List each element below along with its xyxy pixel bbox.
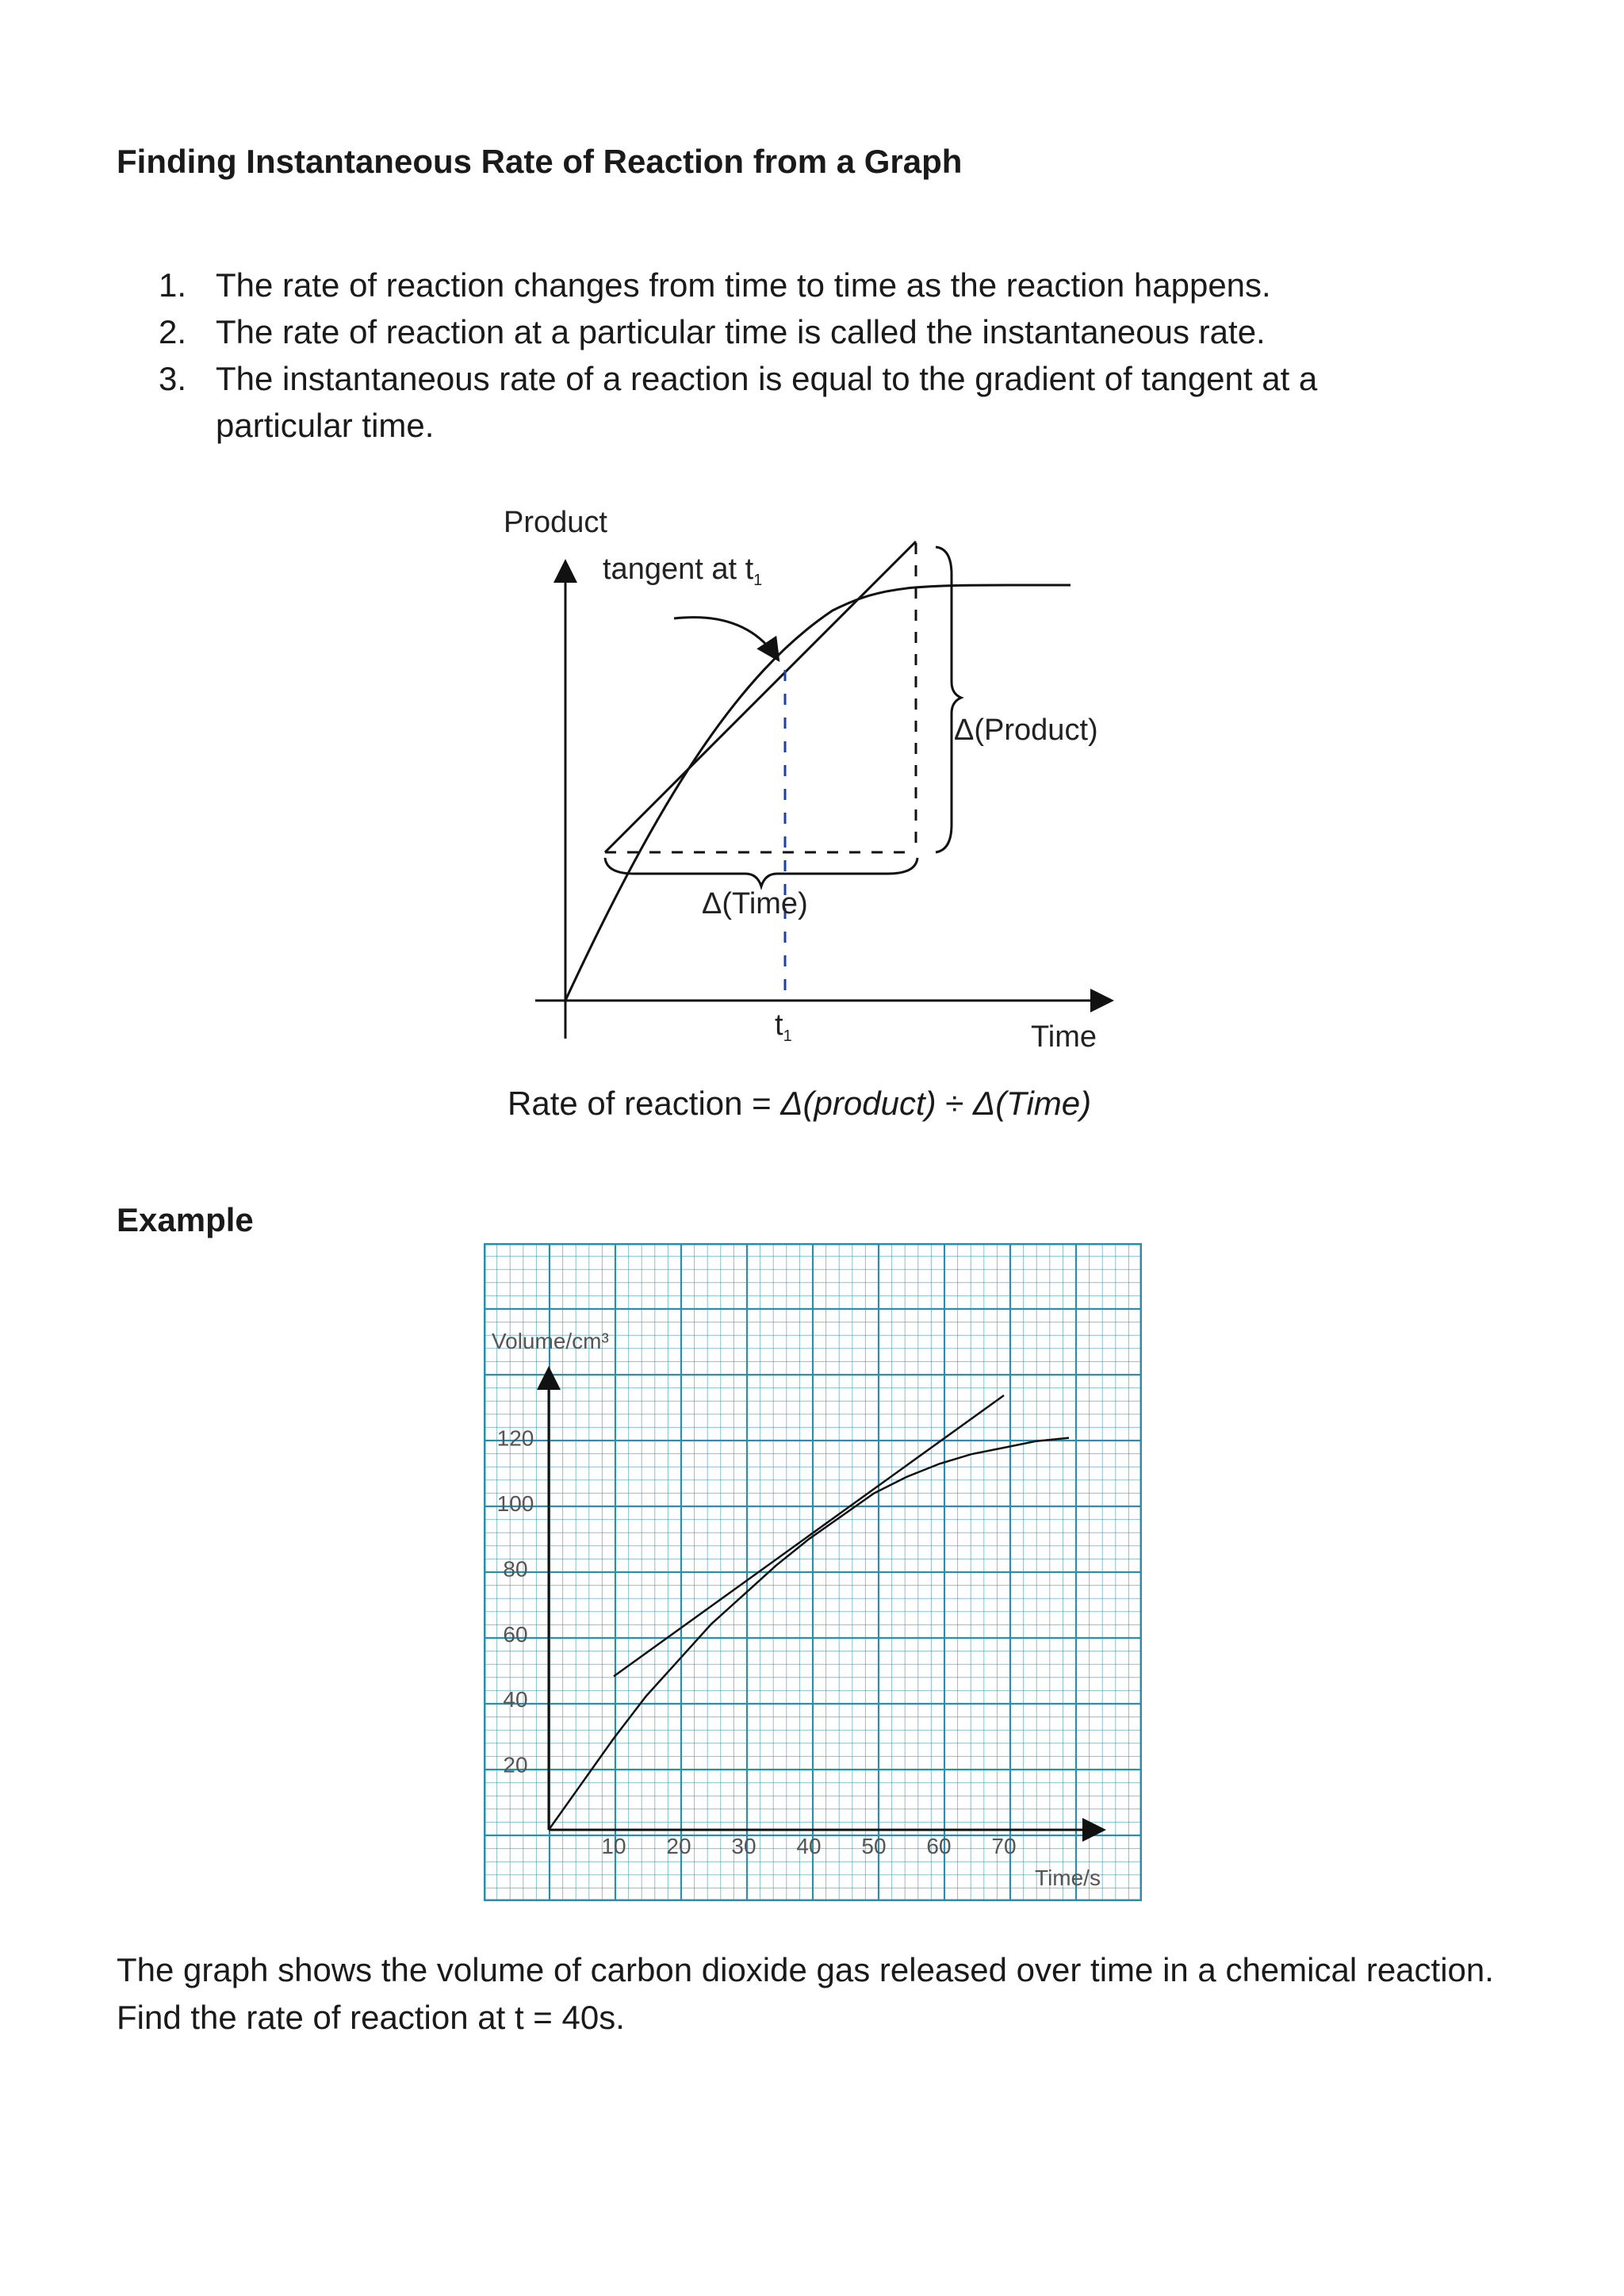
- y-tick-label: 40: [503, 1687, 528, 1712]
- y-tick-label: 120: [496, 1425, 534, 1451]
- x-tick-label: 60: [926, 1834, 952, 1858]
- example-heading: Example: [117, 1201, 254, 1238]
- y-tick-label: 80: [503, 1556, 528, 1582]
- y-tick-label: 60: [503, 1621, 528, 1647]
- x-tick-label: 70: [991, 1834, 1017, 1858]
- y-axis-label: Product: [504, 506, 607, 539]
- example-graph: [484, 1243, 1142, 1901]
- x-tick-label: 10: [601, 1834, 626, 1858]
- rate-formula: Rate of reaction = Δ(product) ÷ Δ(Time): [508, 1085, 1092, 1122]
- steps-list: [159, 262, 1443, 449]
- step-text: The instantaneous rate of a reaction is equal to the gradient of tangent at a particular time.: [216, 360, 1318, 444]
- step-number: 3.: [159, 360, 187, 397]
- question-text: The graph shows the volume of carbon dioxide gas released over time in a chemical reaction. Find the rate of reaction at t = 40s.: [117, 1951, 1494, 2036]
- x-tick-label: 40: [796, 1834, 822, 1858]
- tangent-diagram: [476, 499, 1126, 1070]
- delta-time-label: Δ(Time): [702, 887, 808, 920]
- reaction-curve: [565, 585, 1071, 1001]
- tangent-label: tangent at $t_1$: [603, 553, 763, 589]
- step-item: [159, 355, 1443, 449]
- y-axis-label: Volume/cm³: [492, 1329, 609, 1353]
- x-tick-label: 20: [666, 1834, 691, 1858]
- delta-product-label: Δ(Product): [954, 714, 1098, 747]
- step-item: [159, 308, 1443, 355]
- step-text: The rate of reaction at a particular time is called the instantaneous rate.: [216, 313, 1266, 350]
- delta-time-brace: [605, 858, 917, 886]
- x-tick-label: 50: [861, 1834, 887, 1858]
- y-tick-label: 20: [503, 1752, 528, 1777]
- step-item: [159, 262, 1443, 308]
- tangent-pointer-arrow: [674, 618, 777, 658]
- page-title: Finding Instantaneous Rate of Reaction from a Graph: [117, 143, 963, 180]
- x-axis-label: Time/s: [1035, 1866, 1101, 1890]
- delta-product-brace: [936, 547, 961, 852]
- t1-label: $t_1$: [775, 1008, 792, 1045]
- step-number: 1.: [159, 266, 187, 304]
- y-tick-label: 100: [496, 1491, 534, 1516]
- step-text: The rate of reaction changes from time to time as the reaction happens.: [216, 266, 1271, 304]
- x-axis-label: Time: [1031, 1020, 1097, 1054]
- step-number: 2.: [159, 313, 187, 350]
- x-tick-label: 30: [731, 1834, 756, 1858]
